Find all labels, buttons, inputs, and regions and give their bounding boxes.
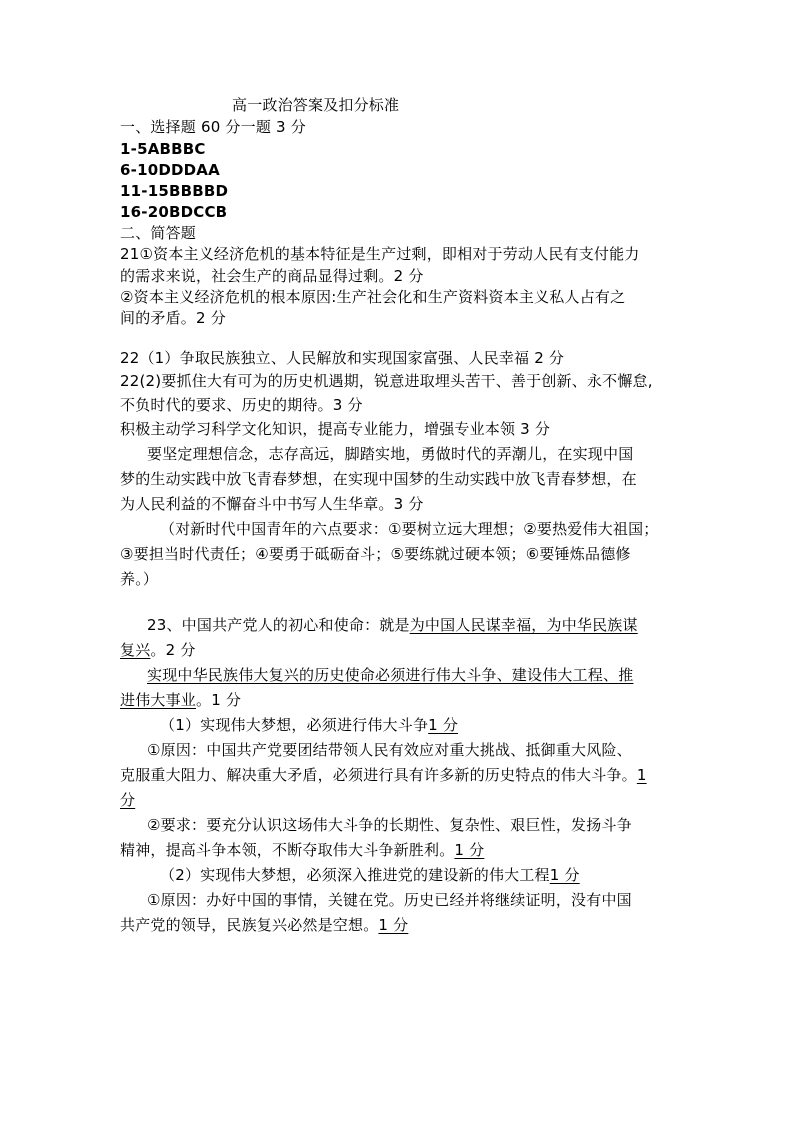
q23-s1-reason-line2	[120, 764, 647, 786]
q23-intro-line1	[147, 614, 638, 636]
q23-s1-reason-score-unit: 分	[120, 791, 136, 809]
q23-s1-text: （1）实现伟大梦想，必须进行伟大斗争	[160, 716, 429, 734]
q21-point2-line1: ②资本主义经济危机的根本原因:生产社会化和生产资料资本主义私人占有之	[120, 288, 626, 306]
q23-mission-key-phrase-end: 进伟大事业	[120, 691, 197, 709]
q23-s1-score: 1 分	[428, 716, 459, 734]
section-1-heading: 一、选择题 60 分一题 3 分	[120, 118, 306, 136]
q22-part2-line1: 22(2)要抓住大有可为的历史机遇期，锐意进取埋头苦干、善于创新、永不懈怠,	[120, 372, 653, 390]
q22-ideal-line3: 为人民利益的不懈奋斗中书写人生华章。3 分	[120, 495, 424, 513]
q23-s2-score: 1 分	[549, 866, 580, 884]
q23-intro-key-phrase-end: 复兴	[120, 641, 151, 659]
q23-s2-reason-score: 1 分	[378, 916, 409, 934]
q22-ideal-line2: 梦的生动实践中放飞青春梦想，在实现中国梦的生动实践中放飞青春梦想，在	[120, 470, 637, 488]
q23-s1-req-line2	[120, 839, 484, 861]
q23-s2-reason-text: 共产党的领导，民族复兴必然是空想。	[120, 916, 379, 934]
q22-part1: 22（1）争取民族独立、人民解放和实现国家富强、人民幸福 2 分	[120, 349, 565, 367]
q23-s1-req-line1: ②要求：要充分认识这场伟大斗争的长期性、复杂性、艰巨性，发扬斗争	[147, 816, 632, 834]
q23-s2-text: （2）实现伟大梦想，必须深入推进党的建设新的伟大工程	[160, 866, 550, 884]
answer-line-2: 6-10DDDAA	[120, 161, 220, 179]
q23-s1-reason-line3	[120, 789, 135, 811]
q23-intro-key-phrase: 为中国人民谋幸福，为中华民族谋	[409, 616, 638, 634]
q23-s1-req-text: 精神，提高斗争本领，不断夺取伟大斗争新胜利。	[120, 841, 455, 859]
answer-line-4: 16-20BDCCB	[120, 203, 228, 221]
q22-note-line3: 养。）	[120, 570, 159, 588]
q21-point2-line2: 间的矛盾。2 分	[120, 309, 226, 327]
page-title: 高一政治答案及扣分标准	[232, 96, 400, 114]
q23-s1-heading	[160, 714, 458, 736]
q22-note-line2: ③要担当时代责任；④要勇于砥砺奋斗；⑤要练就过硬本领；⑥要锤炼品德修	[120, 545, 631, 563]
q22-note-line1: （对新时代中国青年的六点要求：①要树立远大理想；②要热爱伟大祖国；	[160, 520, 659, 538]
q23-mission-key-phrase: 实现中华民族伟大复兴的历史使命必须进行伟大斗争、建设伟大工程、推	[147, 666, 634, 684]
q23-s1-reason-text: 克服重大阻力、解决重大矛盾，必须进行具有许多新的历史特点的伟大斗争。	[120, 766, 637, 784]
section-2-heading: 二、简答题	[120, 224, 197, 242]
q23-mission-score: 。1 分	[196, 691, 242, 709]
q23-s1-reason-line1: ①原因：中国共产党要团结带领人民有效应对重大挑战、抵御重大风险、	[147, 741, 632, 759]
q22-study: 积极主动学习科学文化知识，提高专业能力，增强专业本领 3 分	[120, 420, 551, 438]
q23-s1-req-score: 1 分	[454, 841, 485, 859]
q23-intro-score: 。2 分	[150, 641, 196, 659]
q23-mission-line2	[120, 689, 241, 711]
q23-intro-line2	[120, 639, 196, 661]
q22-part2-line2: 不负时代的要求、历史的期待。3 分	[120, 396, 363, 414]
q21-point1-line2: 的需求来说，社会生产的商品显得过剩。2 分	[120, 267, 424, 285]
q23-s1-reason-score-num: 1	[636, 766, 647, 784]
q23-s2-heading	[160, 864, 580, 886]
q23-mission-line1	[147, 664, 633, 686]
answer-line-1: 1-5ABBBC	[120, 140, 206, 158]
q23-s2-reason-line1: ①原因：办好中国的事情，关键在党。历史已经并将继续证明，没有中国	[147, 891, 632, 909]
q21-point1-line1: 21①资本主义经济危机的基本特征是生产过剩，即相对于劳动人民有支付能力	[120, 245, 640, 263]
answer-line-3: 11-15BBBBD	[120, 182, 229, 200]
q23-s2-reason-line2	[120, 914, 408, 936]
q22-ideal-line1: 要坚定理想信念，志存高远，脚踏实地，勇做时代的弄潮儿，在实现中国	[147, 445, 634, 463]
q23-intro-prefix: 23、中国共产党人的初心和使命：就是	[147, 616, 410, 634]
